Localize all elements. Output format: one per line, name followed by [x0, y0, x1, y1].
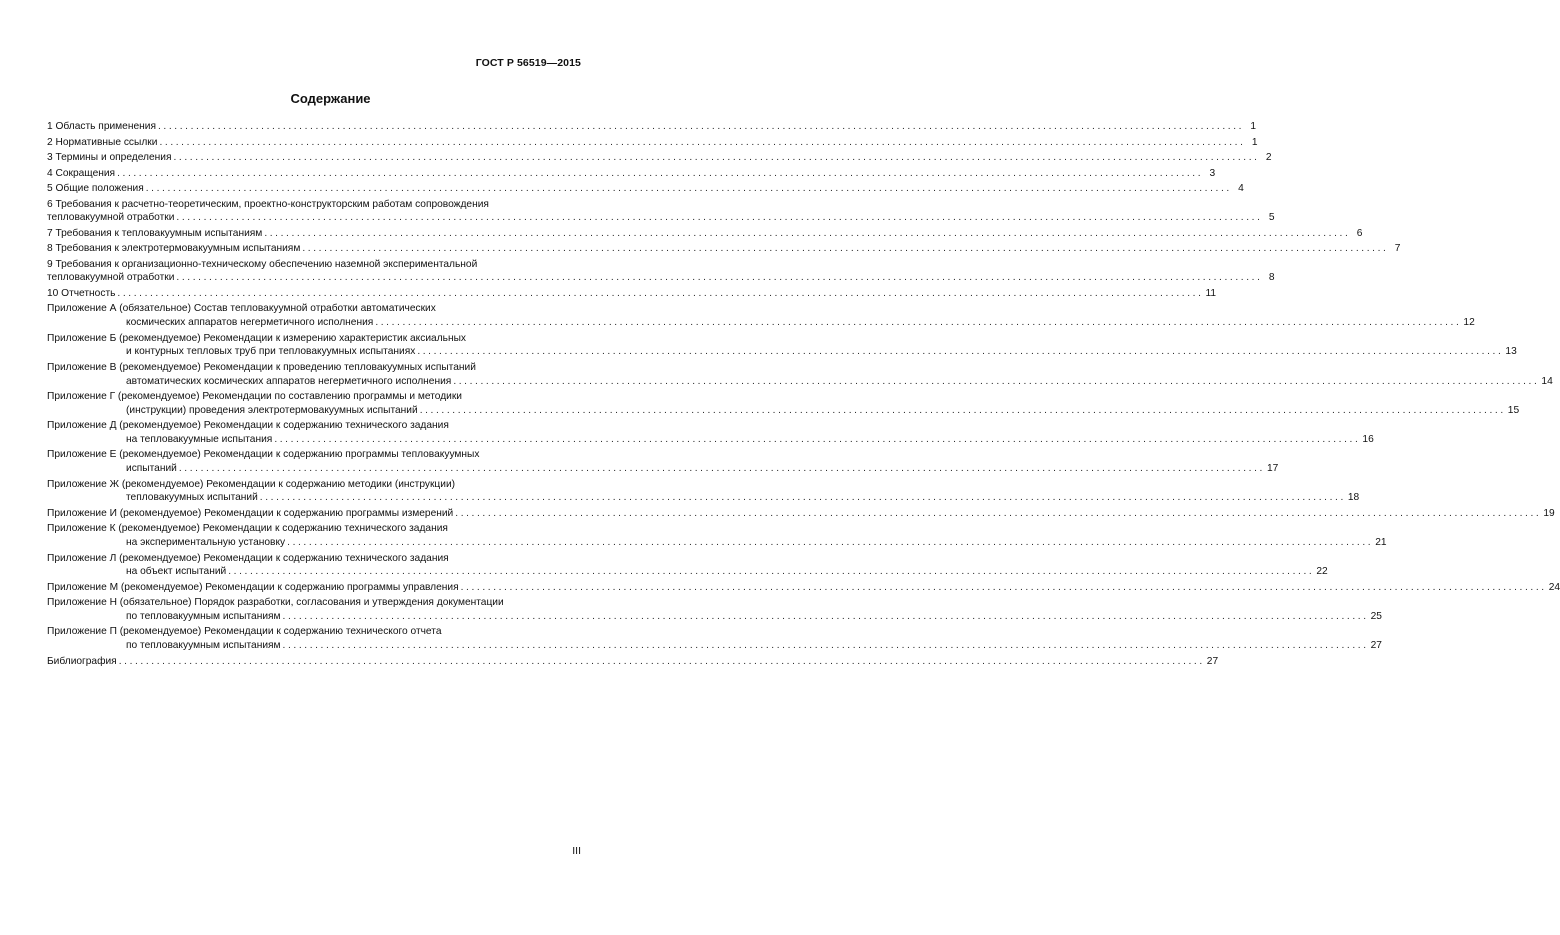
toc-entry-page: 12 — [1463, 317, 1475, 329]
toc-entry[interactable]: Приложение Н (обязательное) Порядок разработки, согласования и утверждения документации по тепловакуумным испытаниям ........................................................................................................................................................................................................ 25 — [47, 597, 1382, 622]
toc-entry-page: 21 — [1375, 537, 1387, 549]
toc-entry[interactable]: Приложение Е (рекомендуемое) Рекомендации к содержанию программы тепловакуумных испытаний ........................................................................................................................................................................................................ 17 — [47, 449, 1279, 475]
toc-entry[interactable]: 6 Требования к расчетно-теоретическим, проектно-конструкторским работам сопровождения тепловакуумной отработки ........................................................................................................................................................................................................ 5 — [47, 198, 1275, 224]
toc-entry-page: 22 — [1316, 566, 1328, 578]
toc-entry-title-cont: автоматических космических аппаратов негерметичного исполнения — [126, 375, 452, 387]
toc-entry-title: 5 Общие положения — [47, 183, 144, 194]
toc-entry-title: Приложение К (рекомендуемое) Рекомендации к содержанию технического задания — [47, 523, 448, 535]
toc-entry[interactable]: 2 Нормативные ссылки ........................................................................................................................................................................................................ 1 — [47, 136, 1258, 148]
toc-entry-title: Приложение Е (рекомендуемое) Рекомендации к содержанию программы тепловакуумных — [47, 449, 480, 461]
toc-entry-page: 27 — [1206, 655, 1219, 667]
toc-entry-page: 1 — [1251, 136, 1258, 148]
toc-entry[interactable]: Приложение В (рекомендуемое) Рекомендации к проведению тепловакуумных испытаний автоматических космических аппаратов негерметичного исполнения ........................................................................................................................................................................................................ 14 — [47, 361, 1553, 387]
toc-entry-title: 9 Требования к организационно-техническому обеспечению наземной экспериментальной — [47, 258, 478, 270]
toc-entry-page: 15 — [1507, 404, 1520, 416]
document-code: ГОСТ Р 56519—2015 — [475, 57, 581, 69]
toc-entry-title: Приложение Н (обязательное) Порядок разработки, согласования и утверждения документации — [47, 597, 504, 609]
toc-entry-page: 17 — [1266, 463, 1279, 475]
toc-entry[interactable]: Библиография ........................................................................................................................................................................................................ 27 — [47, 655, 1219, 667]
toc-entry-title: Библиография — [47, 655, 117, 667]
toc-entry[interactable]: 4 Сокращения ........................................................................................................................................................................................................ 3 — [47, 167, 1216, 179]
toc-entry-title-cont: тепловакуумных испытаний — [126, 492, 258, 504]
toc-entry-page: 18 — [1347, 492, 1360, 504]
toc-entry-title: 8 Требования к электротермовакуумным испытаниям — [47, 243, 301, 255]
toc-entry-title: 4 Сокращения — [47, 167, 116, 179]
toc-entry-title: 6 Требования к расчетно-теоретическим, проектно-конструкторским работам сопровождения — [47, 198, 489, 210]
toc-entry-title: 3 Термины и определения — [47, 152, 172, 163]
toc-entry-title-cont: на объект испытаний — [126, 566, 227, 578]
toc-entry-title-cont: на тепловакуумные испытания — [126, 433, 273, 445]
toc-entry-page: 19 — [1543, 507, 1555, 519]
toc-entry[interactable]: 5 Общие положения ........................................................................................................................................................................................................ 4 — [47, 183, 1244, 194]
toc-entry[interactable]: 10 Отчетность ........................................................................................................................................................................................................ 11 — [47, 287, 1217, 299]
toc-entry-title: 2 Нормативные ссылки — [47, 136, 158, 148]
toc-entry-title: Приложение И (рекомендуемое) Рекомендации к содержанию программы измерений — [47, 507, 454, 519]
toc-entry-title-cont: тепловакуумной отработки — [47, 212, 175, 224]
toc-entry[interactable]: Приложение Г (рекомендуемое) Рекомендации по составлению программы и методики (инструкции) проведения электротермовакуумных испытаний ........................................................................................................................................................................................................ 15 — [47, 391, 1520, 416]
toc-entry[interactable]: Приложение А (обязательное) Состав тепловакуумной отработки автоматических космических аппаратов негерметичного исполнения ........................................................................................................................................................................................................ 12 — [47, 303, 1475, 329]
toc-entry-title-cont: (инструкции) проведения электротермовакуумных испытаний — [126, 404, 418, 416]
toc-entry-title: Приложение Б (рекомендуемое) Рекомендации к измерению характеристик аксиальных — [47, 332, 466, 344]
toc-entry[interactable]: Приложение Б (рекомендуемое) Рекомендации к измерению характеристик аксиальных и контурных тепловых труб при тепловакуумных испытаниях ........................................................................................................................................................................................................ 13 — [47, 332, 1517, 358]
toc-entry[interactable]: Приложение Д (рекомендуемое) Рекомендации к содержанию технического задания на тепловакуумные испытания ........................................................................................................................................................................................................ 16 — [47, 420, 1374, 445]
toc-entry-page: 13 — [1505, 346, 1517, 358]
toc-entry-page: 8 — [1268, 272, 1275, 284]
toc-entry[interactable]: Приложение Л (рекомендуемое) Рекомендации к содержанию технического задания на объект испытаний ........................................................................................................................................................................................................ 22 — [47, 552, 1328, 578]
toc-entry-title-cont: по тепловакуумным испытаниям — [126, 610, 281, 622]
toc-entry-page: 6 — [1356, 227, 1363, 239]
toc-entry[interactable]: Приложение К (рекомендуемое) Рекомендации к содержанию технического задания на экспериментальную установку ........................................................................................................................................................................................................ 21 — [47, 523, 1387, 549]
toc-entry-title-cont: космических аппаратов негерметичного исполнения — [126, 317, 374, 329]
toc-entry-title-cont: тепловакуумной отработки — [47, 272, 175, 284]
toc-entry-page: 11 — [1205, 287, 1217, 299]
toc-entry-title: 7 Требования к тепловакуумным испытаниям — [47, 227, 263, 239]
toc-entry-title: 1 Область применения — [47, 121, 156, 132]
page-number: III — [572, 845, 581, 857]
toc-entry-title: Приложение М (рекомендуемое) Рекомендации к содержанию программы управления — [47, 581, 459, 593]
toc-entry-page: 5 — [1268, 212, 1275, 224]
toc-entry-page: 4 — [1238, 183, 1244, 194]
toc-entry[interactable]: Приложение М (рекомендуемое) Рекомендации к содержанию программы управления ........................................................................................................................................................................................................ 24 — [47, 581, 1560, 593]
toc-entry-title: Приложение Г (рекомендуемое) Рекомендации по составлению программы и методики — [47, 391, 462, 403]
toc-entry[interactable]: 7 Требования к тепловакуумным испытаниям ........................................................................................................................................................................................................ 6 — [47, 227, 1363, 239]
toc-entry-page: 7 — [1394, 243, 1401, 255]
toc-entry-title: Приложение В (рекомендуемое) Рекомендации к проведению тепловакуумных испытаний — [47, 361, 476, 373]
toc-entry-title: Приложение Л (рекомендуемое) Рекомендации к содержанию технического задания — [47, 552, 449, 564]
toc-entry-title: Приложение Ж (рекомендуемое) Рекомендации к содержанию методики (инструкции) — [47, 478, 456, 490]
toc-entry[interactable]: 9 Требования к организационно-техническому обеспечению наземной экспериментальной тепловакуумной отработки ........................................................................................................................................................................................................ 8 — [47, 258, 1275, 284]
toc-entry-title-cont: на экспериментальную установку — [126, 537, 286, 549]
toc-entry-title-cont: и контурных тепловых труб при тепловакуумных испытаниях — [126, 346, 416, 358]
toc-entry-page: 25 — [1370, 610, 1382, 622]
toc-entry[interactable]: 3 Термины и определения ........................................................................................................................................................................................................ 2 — [47, 152, 1272, 163]
toc-entry[interactable]: 8 Требования к электротермовакуумным испытаниям ........................................................................................................................................................................................................ 7 — [47, 243, 1401, 255]
toc-entry-page: 2 — [1265, 152, 1272, 163]
toc-entry-title-cont: по тепловакуумным испытаниям — [126, 640, 281, 652]
toc-entry-title: Приложение П (рекомендуемое) Рекомендации к содержанию технического отчета — [47, 626, 442, 638]
table-of-contents — [47, 120, 1560, 668]
toc-entry-title-cont: испытаний — [126, 463, 177, 475]
toc-entry-page: 16 — [1362, 433, 1374, 445]
toc-entry-page: 24 — [1548, 581, 1560, 593]
toc-entry[interactable]: Приложение П (рекомендуемое) Рекомендации к содержанию технического отчета по тепловакуумным испытаниям ........................................................................................................................................................................................................ 27 — [47, 626, 1382, 652]
toc-entry-page: 14 — [1541, 375, 1553, 387]
toc-entry-page: 1 — [1250, 121, 1257, 132]
toc-entry-title: Приложение Д (рекомендуемое) Рекомендации к содержанию технического задания — [47, 420, 449, 432]
toc-entry-title: 10 Отчетность — [47, 287, 116, 299]
page-title: Содержание — [290, 91, 371, 106]
toc-entry-page: 3 — [1209, 167, 1216, 179]
toc-entry[interactable]: 1 Область применения ........................................................................................................................................................................................................ 1 — [47, 121, 1257, 132]
toc-entry[interactable]: Приложение Ж (рекомендуемое) Рекомендации к содержанию методики (инструкции) тепловакуумных испытаний ........................................................................................................................................................................................................ 18 — [47, 478, 1360, 504]
toc-entry[interactable]: Приложение И (рекомендуемое) Рекомендации к содержанию программы измерений ........................................................................................................................................................................................................ 19 — [47, 507, 1555, 519]
toc-entry-page: 27 — [1370, 640, 1382, 652]
toc-entry-title: Приложение А (обязательное) Состав тепловакуумной отработки автоматических — [47, 303, 436, 315]
